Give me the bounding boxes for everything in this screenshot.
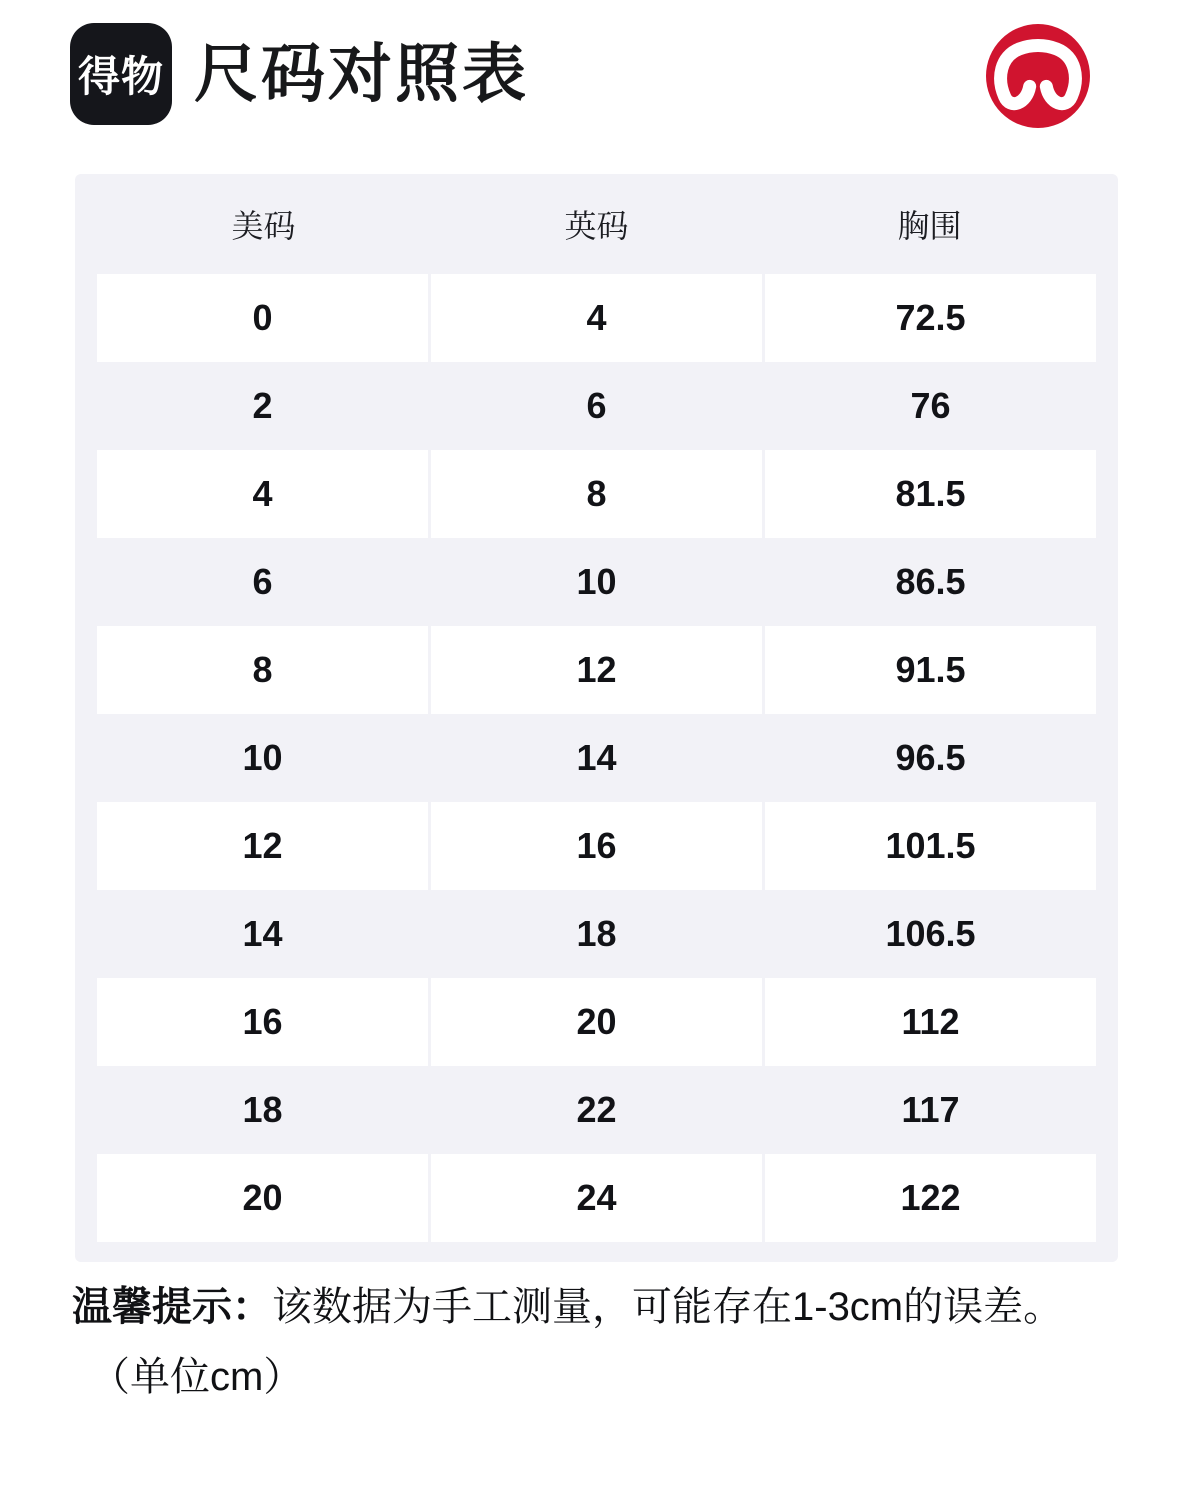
cell-chest: 72.5 (765, 274, 1096, 362)
cell-chest: 96.5 (895, 737, 966, 778)
table-row (97, 626, 1096, 714)
cell-chest: 91.5 (765, 626, 1096, 714)
cell-us-size: 16 (97, 978, 428, 1066)
table-row (97, 714, 1096, 802)
cell-uk-size: 20 (431, 978, 762, 1066)
table-row (97, 1066, 1096, 1154)
cell-chest: 81.5 (765, 450, 1096, 538)
dewu-logo (70, 23, 172, 125)
cell-uk-size: 12 (431, 626, 762, 714)
cell-uk-size: 6 (586, 385, 607, 426)
header (0, 0, 1193, 126)
table-row (97, 978, 1096, 1066)
cell-chest: 122 (765, 1154, 1096, 1242)
lululemon-omega-icon (986, 24, 1090, 128)
dewu-logo-text: 得物 (77, 53, 164, 100)
table-row (97, 802, 1096, 890)
cell-us-size: 8 (97, 626, 428, 714)
cell-us-size: 0 (97, 274, 428, 362)
cell-us-size: 14 (242, 913, 283, 954)
cell-uk-size: 16 (431, 802, 762, 890)
table-row (97, 890, 1096, 978)
cell-uk-size: 4 (431, 274, 762, 362)
cell-uk-size: 14 (576, 737, 617, 778)
cell-chest: 76 (910, 385, 951, 426)
column-header-uk-size: 英码 (564, 208, 629, 244)
cell-us-size: 18 (242, 1089, 283, 1130)
page-title: 尺码对照表 (194, 38, 529, 110)
cell-chest: 101.5 (765, 802, 1096, 890)
cell-uk-size: 22 (576, 1089, 617, 1130)
cell-chest: 112 (765, 978, 1096, 1066)
table-row (97, 362, 1096, 450)
table-row (97, 274, 1096, 362)
cell-uk-size: 18 (576, 913, 617, 954)
cell-us-size: 6 (252, 561, 273, 602)
cell-uk-size: 8 (431, 450, 762, 538)
table-row (97, 538, 1096, 626)
cell-uk-size: 24 (431, 1154, 762, 1242)
cell-chest: 117 (901, 1089, 960, 1130)
cell-us-size: 12 (97, 802, 428, 890)
cell-chest: 86.5 (895, 561, 966, 602)
cell-uk-size: 10 (576, 561, 617, 602)
footnote-unit-line: （单位cm） (90, 1355, 304, 1399)
footnote-line1 (72, 1278, 1121, 1336)
cell-us-size: 10 (242, 737, 283, 778)
cell-us-size: 4 (97, 450, 428, 538)
table-row (97, 1154, 1096, 1242)
cell-chest: 106.5 (885, 913, 976, 954)
cell-us-size: 20 (97, 1154, 428, 1242)
column-header-us-size: 美码 (231, 208, 296, 244)
table-row (97, 450, 1096, 538)
footnote-text: 该数据为手工测量，可能存在1-3cm的误差。 (272, 1285, 1064, 1329)
column-header-chest: 胸围 (897, 208, 962, 244)
footnote-label: 温馨提示： (72, 1285, 272, 1329)
size-table-card (75, 174, 1118, 1262)
footnote (72, 1278, 1121, 1406)
table-header-row (97, 174, 1096, 274)
cell-us-size: 2 (252, 385, 273, 426)
